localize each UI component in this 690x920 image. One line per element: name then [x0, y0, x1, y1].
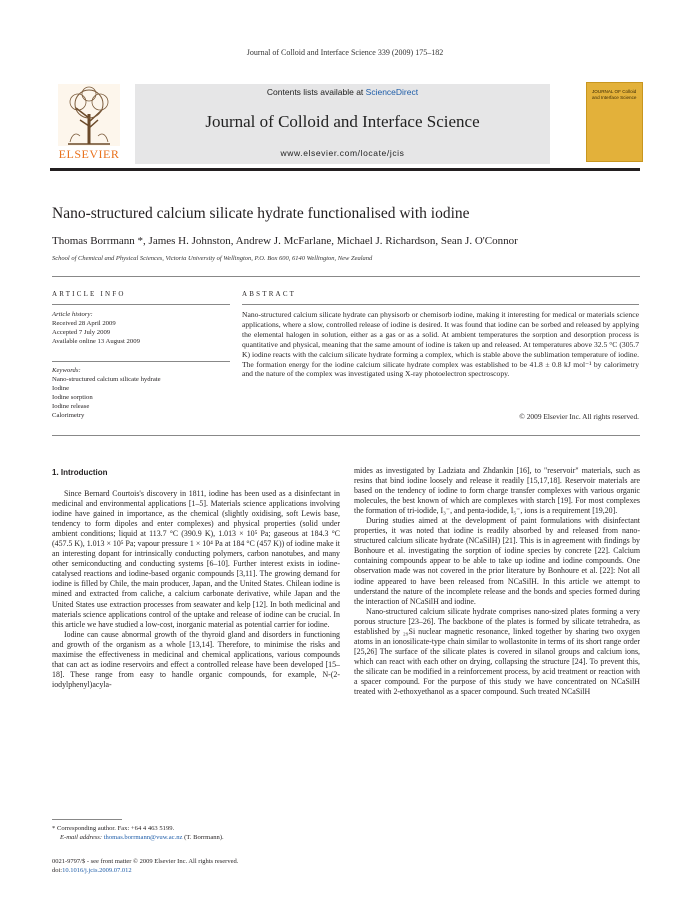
sciencedirect-link[interactable]: ScienceDirect — [365, 87, 419, 97]
author-email-link[interactable]: thomas.borrmann@vuw.ac.nz — [103, 834, 183, 841]
body-paragraph: During studies aimed at the development of paint formulations with disinfectant properties, it was noted that iodine is readily absorbed by and released from nano-structured calcium silicate hydrate (NCaSilH) [21]. This is in agreement with findings by Bonhoure et al. investigating the sorption of iodine species by concrete [22]. Calcium containing compounds appear to be able to take up iodine and iodine compounds. One observation made was not covered in the prior literature by Bonhoure et al. [22]: Not all iodine appeared to have been released from NCaSilH. In this article we attempt to understand the nature of the incomplete release and the bonds and species formed during the interaction of NCaSilH and iodine. — [354, 516, 640, 606]
keywords — [52, 366, 230, 420]
footnote — [52, 824, 342, 842]
abstract-bottom-divider — [52, 435, 640, 436]
section-heading-introduction: 1. Introduction — [52, 468, 108, 477]
contents-prefix: Contents lists available at — [266, 87, 366, 97]
history-received: Received 28 April 2009 — [52, 320, 116, 327]
journal-name: Journal of Colloid and Interface Science — [205, 112, 480, 131]
journal-cover-thumbnail[interactable] — [586, 82, 643, 162]
body-paragraph: Nano-structured calcium silicate hydrate comprises nano-sized plates forming a very porous structure [23–26]. The backbone of the plates is formed by silicate tetrahedra, as established by ₂₉Si nuclear magnetic resonance, linked together by sharing two oxygen atoms in an ionosilicate-type chain similar to wollastonite in terms of its short range order [25,26] The surface of the silicate plates is covered in silanol groups and calcium ions, which can react with each other on drying, collapsing the structure [24]. To prevent this, the silicate can be modified in a reinforcement process, by acid treatment or reaction with a spacer compound. For the purpose of this study we have concentrated on NCaSilH treated with 2-ethoxyethanol as a spacer compound. Such treated NCaSilH — [354, 606, 640, 697]
author-affiliation: School of Chemical and Physical Sciences, Victoria University of Wellington, P.O. Box 600, 6140 Wellington, New Zealand — [52, 255, 373, 262]
elsevier-logo[interactable] — [50, 82, 128, 164]
article-info-heading: ARTICLE INFO — [52, 290, 126, 298]
article-info-divider — [52, 304, 230, 305]
journal-header-band — [135, 84, 550, 164]
article-title: Nano-structured calcium silicate hydrate functionalised with iodine — [52, 205, 470, 222]
doi-link[interactable]: 10.1016/j.jcis.2009.07.012 — [62, 867, 132, 874]
article-authors: Thomas Borrmann *, James H. Johnston, Andrew J. McFarlane, Michael J. Richardson, Sean J. O'Connor — [52, 235, 518, 247]
keyword: Iodine release — [52, 403, 90, 410]
keyword: Iodine — [52, 385, 70, 392]
abstract-divider — [242, 304, 639, 305]
email-label: E-mail address: — [60, 834, 104, 841]
keyword: Nano-structured calcium silicate hydrate — [52, 376, 161, 383]
cover-title: JOURNAL OF Colloid and Interface Science — [592, 89, 637, 100]
journal-homepage-link[interactable]: www.elsevier.com/locate/jcis — [280, 148, 405, 158]
body-paragraph: mides as investigated by Ladziata and Zhdankin [16], to "reservoir" materials, such as resins that bind iodine loosely and release it readily [15,17,18]. Reservoir materials are based on the tendency of iodine to form charge transfer complexes with various organic molecules, the best known of which are complexes with starch [19]. For most complexes the formation of tri-iodide, I₃⁻, and penta-iodide, I₅⁻, ions is a requirement [19,20]. — [354, 466, 640, 516]
elsevier-tree-icon — [58, 84, 120, 146]
abstract-text: Nano-structured calcium silicate hydrate can physisorb or chemisorb iodine, making it interesting for medical or materials science applications, where a slow, controlled release of iodine is desired. It was found that iodine can be sorbed and released by applying the elemental halogen in solution, either as a gas or as a solid. At ambient temperatures the sorption and desorption process is quantitative and physical, meaning that the same amount of iodine is taken up and released. At temperatures above 32.5 °C (305.7 K) iodine reacts with the calcium silicate hydrate forming a complex, which is stable above the sublimation temperature of iodine. The formation energy for the iodine calcium silicate hydrate complex was established to be 41.8 ± 0.8 kJ mol⁻¹ by calorimetry and the nature of the complex was investigated using X-ray photoelectron spectroscopy. — [242, 310, 639, 379]
article-history-label: Article history: — [52, 311, 93, 318]
body-paragraph: Iodine can cause abnormal growth of the thyroid gland and disorders in functioning and growth of the organism as a whole [13,14]. Therefore, to minimise the risks and maximise the effectiveness in medicinal and chemical applications, various compounds that can act as iodine reservoirs and effect a controlled release have been developed [15–18]. These range from easy to handle organic compounds, for example, N-(2-iodylphenyl)acyla- — [52, 629, 340, 689]
abstract-heading: ABSTRACT — [242, 290, 297, 298]
footnote-divider — [52, 819, 122, 820]
page-footer — [52, 857, 342, 875]
keyword: Calorimetry — [52, 412, 85, 419]
abstract-copyright: © 2009 Elsevier Inc. All rights reserved. — [519, 412, 639, 421]
issn-line: 0021-9797/$ - see front matter © 2009 Elsevier Inc. All rights reserved. — [52, 858, 239, 865]
keyword: Iodine sorption — [52, 394, 93, 401]
doi-label: doi: — [52, 867, 63, 874]
masthead-divider — [50, 168, 640, 171]
history-online: Available online 13 August 2009 — [52, 338, 140, 345]
body-right-column — [354, 466, 640, 697]
article-history — [52, 310, 230, 346]
email-suffix: (T. Borrmann). — [182, 834, 224, 841]
journal-masthead — [50, 82, 640, 164]
header-divider — [52, 276, 640, 277]
history-accepted: Accepted 7 July 2009 — [52, 329, 111, 336]
body-left-column — [52, 489, 340, 690]
history-divider — [52, 361, 230, 362]
publisher-name: ELSEVIER — [58, 147, 120, 161]
keywords-label: Keywords: — [52, 367, 81, 374]
corresponding-author-note: * Corresponding author. Fax: +64 4 463 5199. — [52, 825, 175, 832]
running-head: Journal of Colloid and Interface Science 339 (2009) 175–182 — [246, 48, 444, 57]
contents-available-line — [135, 87, 550, 97]
body-paragraph: Since Bernard Courtois's discovery in 1811, iodine has been used as a disinfectant in medicinal and environmental applications [1–5]. Materials science applications involving iodine have gained in importance, as the chemical (slightly oxidising, soft Lewis base, tendency to form dipoles and enter complexes) and physical properties (solid under ambient conditions; liquid at 113.7 °C (390.9 K), 1.013 × 10⁵ Pa; gaseous at 184.3 °C (457.5 K), 1.013 × 10⁵ Pa; vapour pressure 1 × 10⁴ Pa at 184 °C (457 K)) of iodine make it an interesting dopant for intrinsically conducting polymers, carbon nanotubes, and many other semiconducting and conducting systems [6–10]. Further interest exists in iodine-catalysed reactions and iodine-based organic compounds [3,11]. The growing demand for iodine is filled by Chile, the main producer, Japan, and the United States. Chilean iodine is mined and extracted from caliche, a calcium carbonate derivative, while Japan and the United States use extraction processes from seawater and kelp [12]. In both medicinal and materials science applications control of the uptake and release of iodine can be crucial. In this article we have studied a low-cost, inorganic material as potential carrier for iodine. — [52, 489, 340, 629]
